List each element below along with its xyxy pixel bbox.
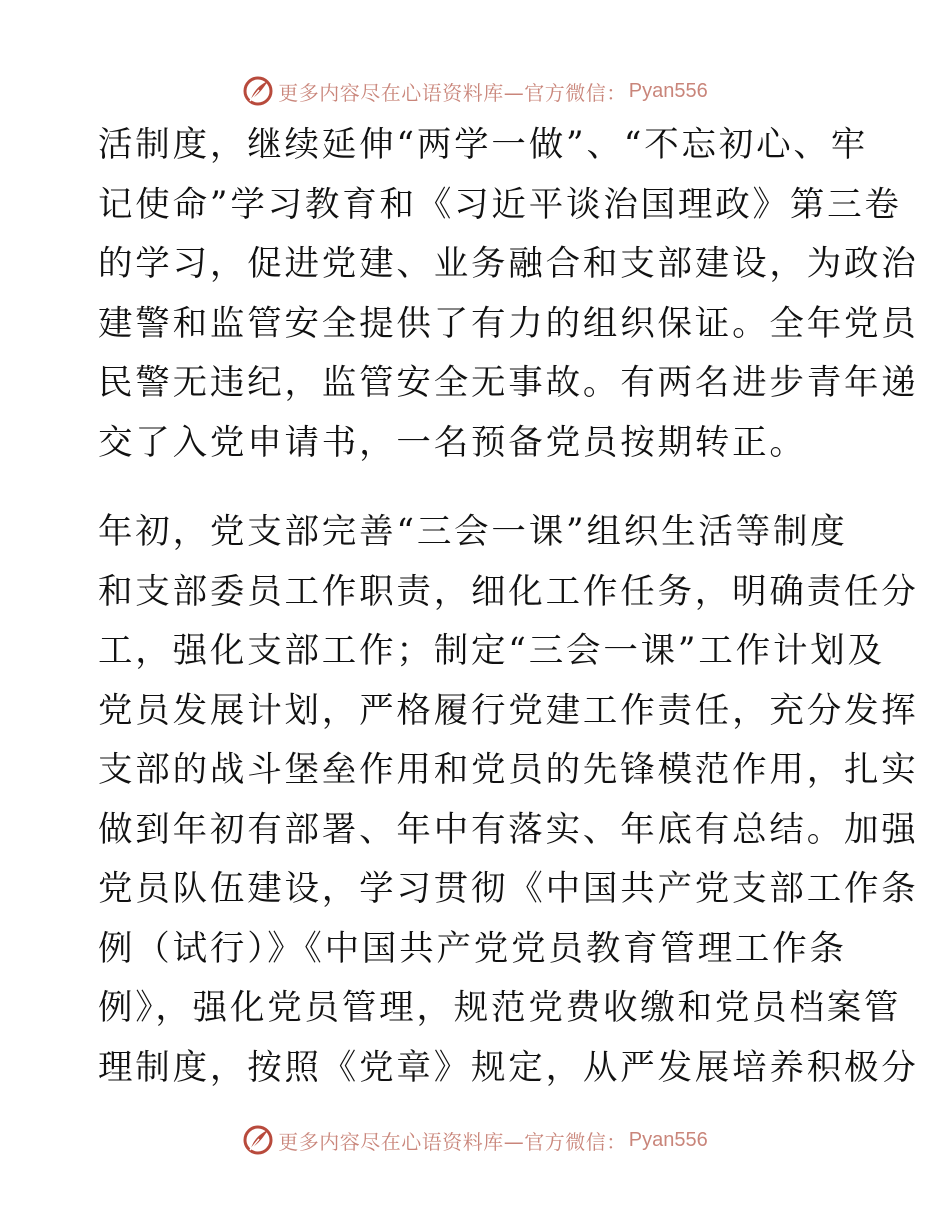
text-line: 年初，党支部完善“三会一课”组织生活等制度 xyxy=(98,512,848,552)
text-line: 记使命”学习教育和《习近平谈治国理政》第三卷 xyxy=(98,184,902,225)
text-line: 例》，强化党员管理，规范党费收缴和党员档案管 xyxy=(98,988,902,1028)
text-line: 活制度，继续延伸“两学一做”、“不忘初心、牢 xyxy=(98,125,869,165)
text-line: 例（试行）》《中国共产党党员教育管理工作条 xyxy=(98,928,847,969)
header-banner-handle: Pyan556 xyxy=(628,79,708,102)
text-line: 支部的战斗堡垒作用和党员的先锋模范作用，扎实 xyxy=(98,750,919,790)
feather-pen-logo-icon xyxy=(242,75,274,107)
header-banner xyxy=(0,71,950,111)
text-line: 做到年初有部署、年中有落实、年底有总结。加强 xyxy=(98,809,919,850)
header-banner-text: 更多内容尽在心语资料库—官方微信： xyxy=(278,80,627,105)
paragraph-gap xyxy=(98,473,858,503)
text-line: 的学习，促进党建、业务融合和支部建设，为政治 xyxy=(98,244,919,284)
footer-banner-text: 更多内容尽在心语资料库—官方微信： xyxy=(278,1129,627,1154)
paragraph-2 xyxy=(98,503,919,1098)
text-line: 民警无违纪，监管安全无事故。有两名进步青年递 xyxy=(98,363,919,403)
footer-banner-handle: Pyan556 xyxy=(628,1128,708,1151)
text-line: 理制度，按照《党章》规定，从严发展培养积极分 xyxy=(98,1047,919,1088)
text-line: 和支部委员工作职责，细化工作任务，明确责任分 xyxy=(98,571,919,612)
document-body xyxy=(98,116,919,1098)
feather-pen-logo-icon xyxy=(242,1124,274,1156)
text-line: 工，强化支部工作；制定“三会一课”工作计划及 xyxy=(98,631,885,671)
text-line: 党员队伍建设，学习贯彻《中国共产党支部工作条 xyxy=(98,869,919,909)
paragraph-1 xyxy=(98,116,919,473)
footer-banner xyxy=(0,1120,950,1160)
text-line: 交了入党申请书，一名预备党员按期转正。 xyxy=(98,422,807,463)
text-line: 党员发展计划，严格履行党建工作责任，充分发挥 xyxy=(98,690,919,731)
text-line: 建警和监管安全提供了有力的组织保证。全年党员 xyxy=(98,303,919,344)
